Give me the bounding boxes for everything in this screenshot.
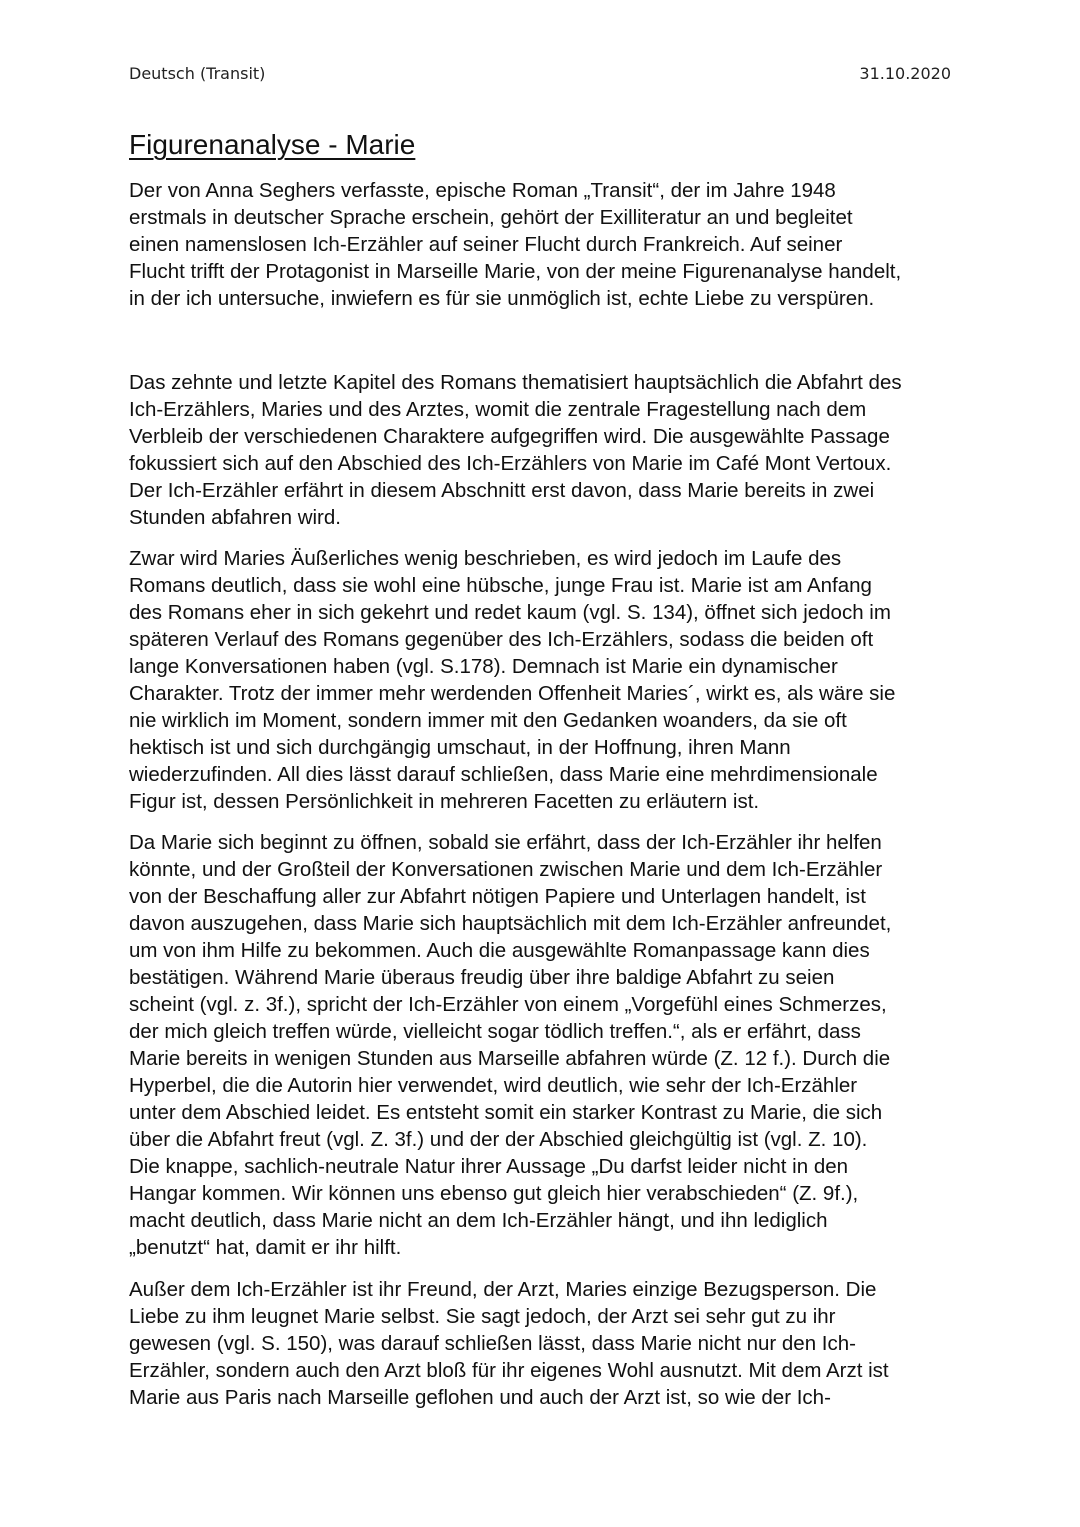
text-line: hektisch ist und sich durchgängig umschaut, in der Hoffnung, ihren Mann	[129, 736, 791, 759]
text-line: späteren Verlauf des Romans gegenüber des Ich-Erzählers, sodass die beiden oft	[129, 628, 874, 651]
text-line: unter dem Abschied leidet. Es entsteht somit ein starker Kontrast zu Marie, die sich	[129, 1101, 883, 1124]
text-line: Figur ist, dessen Persönlichkeit in mehreren Facetten zu erläutern ist.	[129, 790, 760, 813]
text-line: Stunden abfahren wird.	[129, 506, 341, 529]
text-line: fokussiert sich auf den Abschied des Ich-Erzählers von Marie im Café Mont Vertoux.	[129, 452, 892, 475]
text-line: Romans deutlich, dass sie wohl eine hübsche, junge Frau ist. Marie ist am Anfang	[129, 574, 872, 597]
text-line: lange Konversationen haben (vgl. S.178). Demnach ist Marie ein dynamischer	[129, 655, 838, 678]
text-line: Hangar kommen. Wir können uns ebenso gut gleich hier verabschieden“ (Z. 9f.),	[129, 1182, 859, 1205]
text-line: gewesen (vgl. S. 150), was darauf schließen lässt, dass Marie nicht nur den Ich-	[129, 1332, 856, 1355]
paragraph-appearance	[129, 545, 959, 815]
text-line: wiederzufinden. All dies lässt darauf schließen, dass Marie eine mehrdimensionale	[129, 763, 878, 786]
header-date: 31.10.2020	[859, 64, 951, 83]
text-line: macht deutlich, dass Marie nicht an dem Ich-Erzähler hängt, und ihn lediglich	[129, 1209, 828, 1232]
text-line: um von ihm Hilfe zu bekommen. Auch die ausgewählte Romanpassage kann dies	[129, 939, 870, 962]
text-line: Verbleib der verschiedenen Charaktere aufgegriffen wird. Die ausgewählte Passage	[129, 425, 890, 448]
text-line: Ich-Erzählers, Maries und des Arztes, womit die zentrale Fragestellung nach dem	[129, 398, 867, 421]
text-line: über die Abfahrt freut (vgl. Z. 3f.) und der der Abschied gleichgültig ist (vgl. Z. 10).	[129, 1128, 868, 1151]
text-line: Zwar wird Maries Äußerliches wenig beschrieben, es wird jedoch im Laufe des	[129, 547, 842, 570]
text-line: einen namenslosen Ich-Erzähler auf seiner Flucht durch Frankreich. Auf seiner	[129, 233, 843, 256]
header-subject: Deutsch (Transit)	[129, 64, 266, 83]
text-line: nie wirklich im Moment, sondern immer mit den Gedanken woanders, da sie oft	[129, 709, 847, 732]
text-line: in der ich untersuche, inwiefern es für sie unmöglich ist, echte Liebe zu verspüren.	[129, 287, 875, 310]
text-line: könnte, und der Großteil der Konversationen zwischen Marie und dem Ich-Erzähler	[129, 858, 883, 881]
text-line: „benutzt“ hat, damit er ihr hilft.	[129, 1236, 402, 1259]
paragraph-introduction	[129, 177, 959, 312]
text-line: Da Marie sich beginnt zu öffnen, sobald sie erfährt, dass der Ich-Erzähler ihr helfen	[129, 831, 882, 854]
text-line: Außer dem Ich-Erzähler ist ihr Freund, der Arzt, Maries einzige Bezugsperson. Die	[129, 1278, 877, 1301]
text-line: Liebe zu ihm leugnet Marie selbst. Sie sagt jedoch, der Arzt sei sehr gut zu ihr	[129, 1305, 836, 1328]
text-line: des Romans eher in sich gekehrt und redet kaum (vgl. S. 134), öffnet sich jedoch im	[129, 601, 891, 624]
text-line: scheint (vgl. z. 3f.), spricht der Ich-Erzähler von einem „Vorgefühl eines Schmerzes,	[129, 993, 887, 1016]
paragraph-relationship-doctor	[129, 1276, 959, 1411]
paragraph-chapter-context	[129, 369, 959, 531]
text-line: Das zehnte und letzte Kapitel des Romans thematisiert hauptsächlich die Abfahrt des	[129, 371, 902, 394]
text-line: Hyperbel, die die Autorin hier verwendet, wird deutlich, wie sehr der Ich-Erzähler	[129, 1074, 858, 1097]
text-line: Marie aus Paris nach Marseille geflohen und auch der Arzt ist, so wie der Ich-	[129, 1386, 831, 1409]
text-line: davon auszugehen, dass Marie sich hauptsächlich mit dem Ich-Erzähler anfreundet,	[129, 912, 892, 935]
text-line: Die knappe, sachlich-neutrale Natur ihrer Aussage „Du darfst leider nicht in den	[129, 1155, 849, 1178]
text-line: bestätigen. Während Marie überaus freudig über ihre baldige Abfahrt zu seien	[129, 966, 835, 989]
text-line: Der Ich-Erzähler erfährt in diesem Abschnitt erst davon, dass Marie bereits in zwei	[129, 479, 875, 502]
text-line: der mich gleich treffen würde, vielleicht sogar tödlich treffen.“, als er erfährt, dass	[129, 1020, 861, 1043]
text-line: Marie bereits in wenigen Stunden aus Marseille abfahren würde (Z. 12 f.). Durch die	[129, 1047, 891, 1070]
text-line: Der von Anna Seghers verfasste, epische Roman „Transit“, der im Jahre 1948	[129, 179, 836, 202]
text-line: Charakter. Trotz der immer mehr werdenden Offenheit Maries´, wirkt es, als wäre sie	[129, 682, 896, 705]
text-line: erstmals in deutscher Sprache erschein, gehört der Exilliteratur an und begleitet	[129, 206, 853, 229]
text-line: Flucht trifft der Protagonist in Marseille Marie, von der meine Figurenanalyse handelt,	[129, 260, 902, 283]
page-title: Figurenanalyse - Marie	[129, 129, 416, 160]
text-line: von der Beschaffung aller zur Abfahrt nötigen Papiere und Unterlagen handelt, ist	[129, 885, 866, 908]
text-line: Erzähler, sondern auch den Arzt bloß für ihr eigenes Wohl ausnutzt. Mit dem Arzt ist	[129, 1359, 889, 1382]
paragraph-relationship-narrator	[129, 829, 959, 1261]
